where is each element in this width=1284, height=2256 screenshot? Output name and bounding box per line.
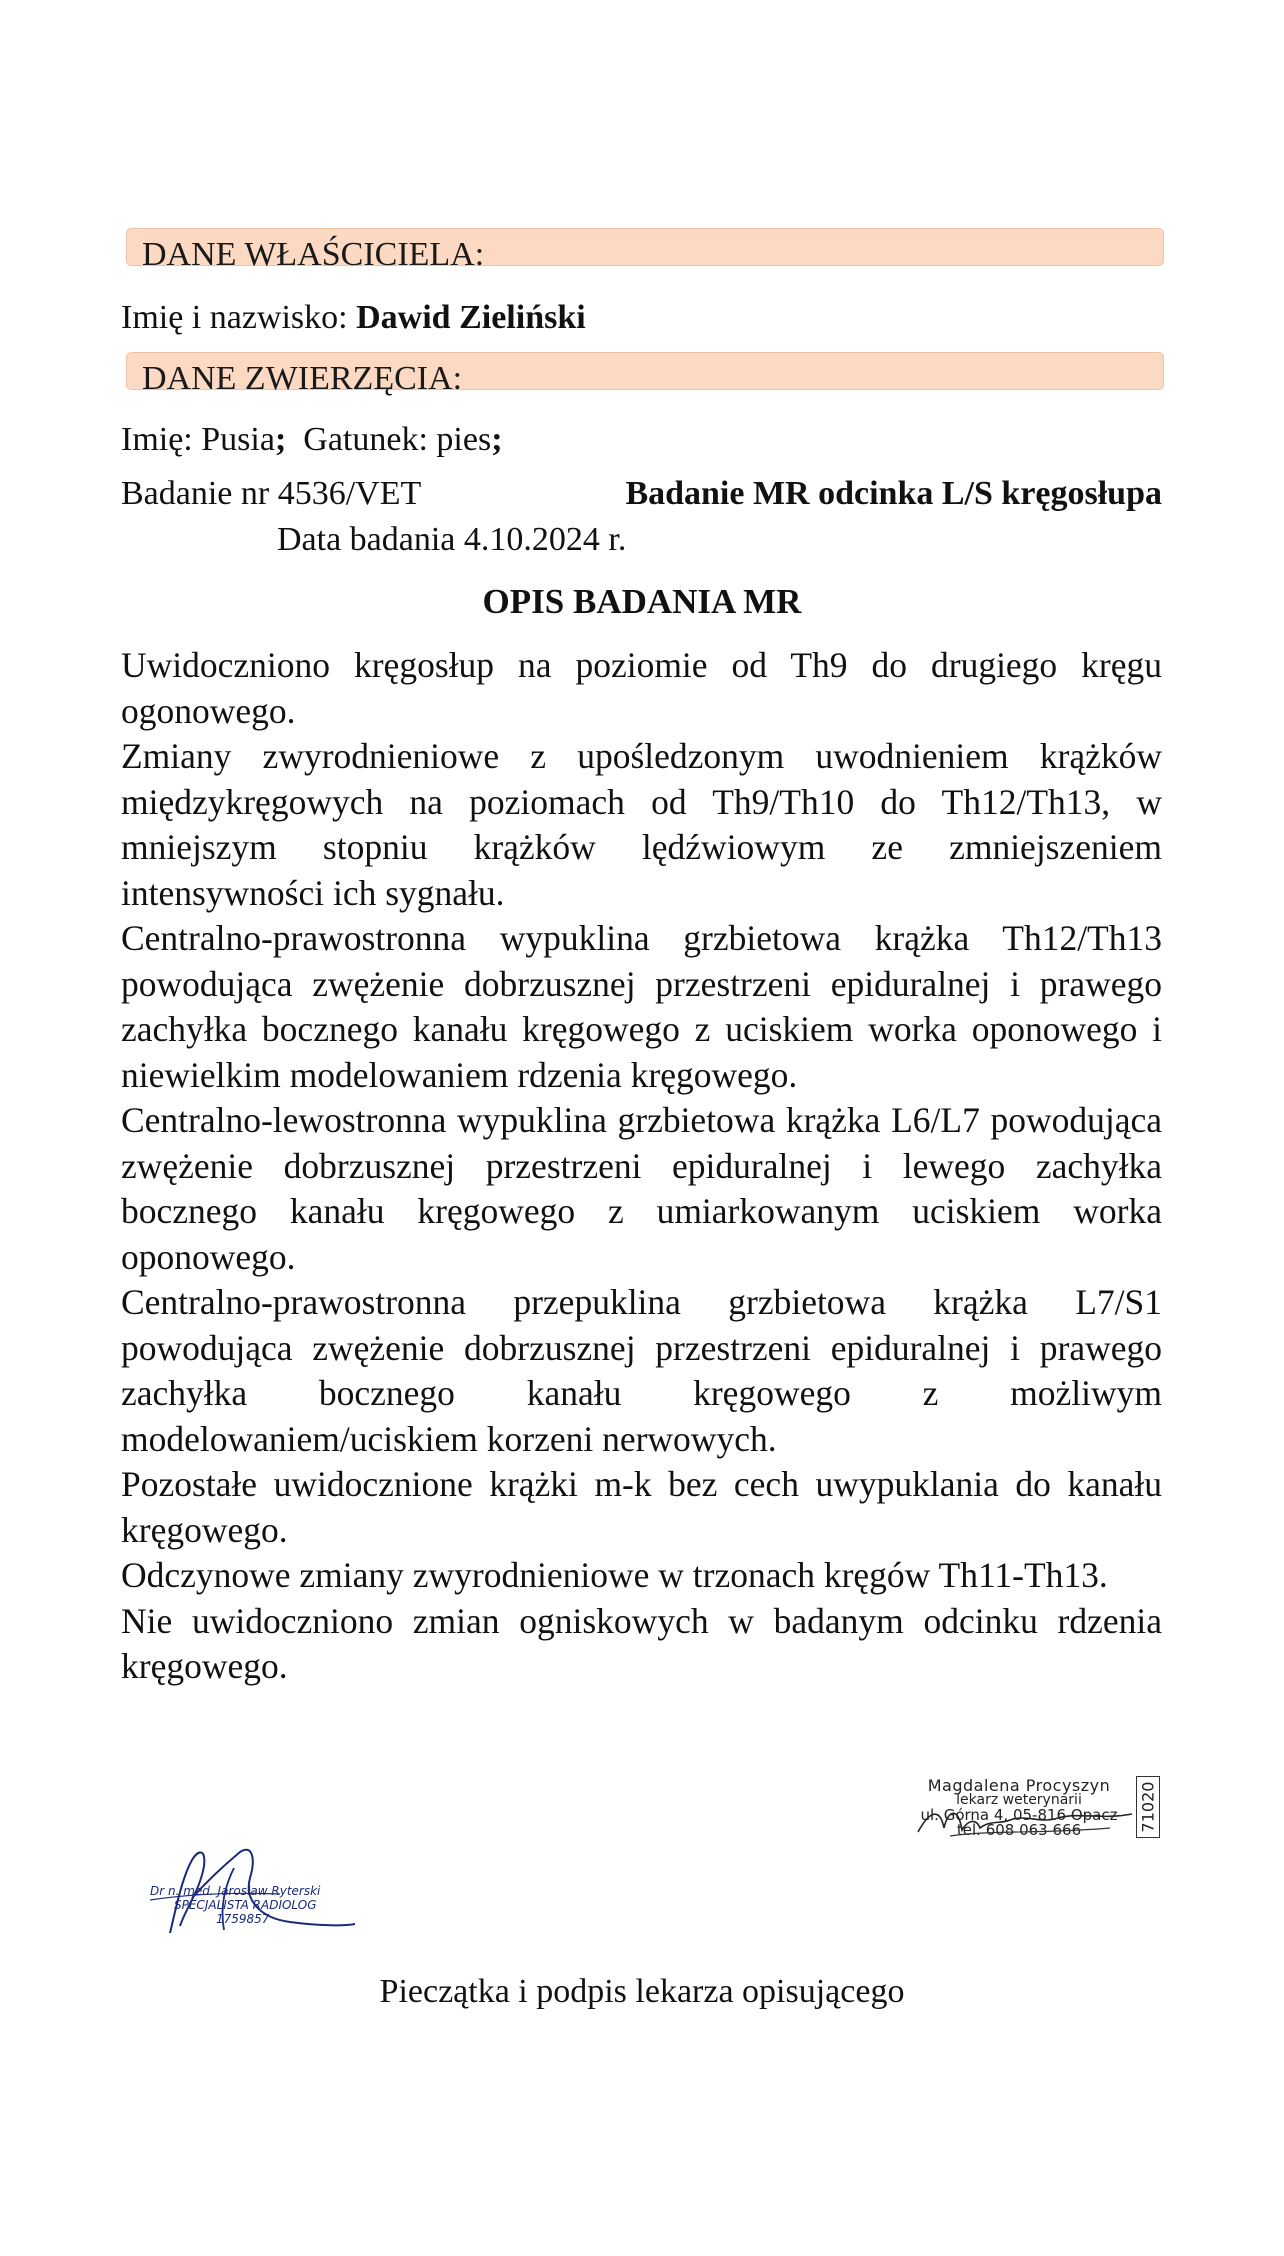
- exam-number: Badanie nr 4536/VET: [121, 475, 422, 512]
- vet-stamp-phone: tel. 608 063 666: [956, 1821, 1082, 1839]
- radiologist-stamp: [150, 1884, 350, 1926]
- owner-name-line: [121, 298, 586, 338]
- animal-section-heading: DANE ZWIERZĘCIA:: [142, 360, 463, 397]
- report-paragraph: Centralno-lewostronna wypuklina grzbietowa krążka L6/L7 powodująca zwężenie dobrzusznej przestrzeni epiduralnej i lewego zachyłka bocznego kanału kręgowego z umiarkowanym uciskiem worka oponowego.: [121, 1100, 1162, 1277]
- vet-stamp-title: lekarz weterynarii: [956, 1792, 1082, 1808]
- exam-date: Data badania 4.10.2024 r.: [277, 521, 627, 558]
- report-paragraph: Centralno-prawostronna wypuklina grzbietowa krążka Th12/Th13 powodująca zwężenie dobrzusznej przestrzeni epiduralnej i prawego zachyłka bocznego kanału kręgowego z uciskiem worka oponowego i niewielkim modelowaniem rdzenia kręgowego.: [121, 918, 1162, 1095]
- radiologist-name: Dr n. med. Jarosław Ryterski: [150, 1884, 321, 1898]
- vet-stamp-name: Magdalena Procyszyn: [927, 1776, 1111, 1795]
- owner-name-value: Dawid Zieliński: [356, 299, 586, 336]
- animal-name-value: Pusia: [201, 421, 275, 458]
- exam-title: Badanie MR odcinka L/S kręgosłupa: [625, 475, 1162, 512]
- report-paragraph: Uwidoczniono kręgosłup na poziomie od Th9 do drugiego kręgu ogonowego.: [121, 645, 1162, 731]
- report-paragraph: Pozostałe uwidocznione krążki m-k bez cech uwypuklania do kanału kręgowego.: [121, 1464, 1162, 1550]
- animal-name-label: Imię:: [121, 421, 193, 458]
- owner-section-heading: DANE WŁAŚCICIELA:: [142, 236, 485, 273]
- vet-signature: [910, 1790, 1140, 1850]
- animal-species-value: pies: [436, 421, 492, 458]
- animal-species-label: Gatunek:: [303, 421, 428, 458]
- animal-info-line: Imię: Pusia; Gatunek: pies;: [121, 421, 503, 458]
- report-paragraph: Nie uwidoczniono zmian ogniskowych w badanym odcinku rdzenia kręgowego.: [121, 1600, 1162, 1686]
- report-paragraph: Zmiany zwyrodnieniowe z upośledzonym uwodnieniem krążków międzykręgowych na poziomach od Th9/Th10 do Th12/Th13, w mniejszym stopniu krążków lędźwiowym ze zmniejszeniem intensywności ich sygnału.: [121, 736, 1162, 913]
- report-paragraph: Odczynowe zmiany zwyrodnieniowe w trzonach kręgów Th11-Th13.: [121, 1555, 1108, 1595]
- radiologist-number: 1759857: [216, 1912, 270, 1926]
- radiologist-specialty: SPECJALISTA RADIOLOG: [174, 1898, 317, 1912]
- owner-name-label: Imię i nazwisko:: [121, 299, 348, 336]
- signature-caption: Pieczątka i podpis lekarza opisującego: [379, 1973, 905, 2010]
- vet-stamp-number: 71020: [1138, 1781, 1158, 1833]
- report-paragraph: Centralno-prawostronna przepuklina grzbietowa krążka L7/S1 powodująca zwężenie dobrzusznej przestrzeni epiduralnej i prawego zachyłka bocznego kanału kręgowego z możliwym modelowaniem/uciskiem korzeni nerwowych.: [121, 1282, 1162, 1459]
- report-title: OPIS BADANIA MR: [482, 582, 802, 621]
- vet-stamp-address: ul. Górna 4, 05-816 Opacz: [920, 1806, 1118, 1824]
- report-body: [121, 643, 1162, 1690]
